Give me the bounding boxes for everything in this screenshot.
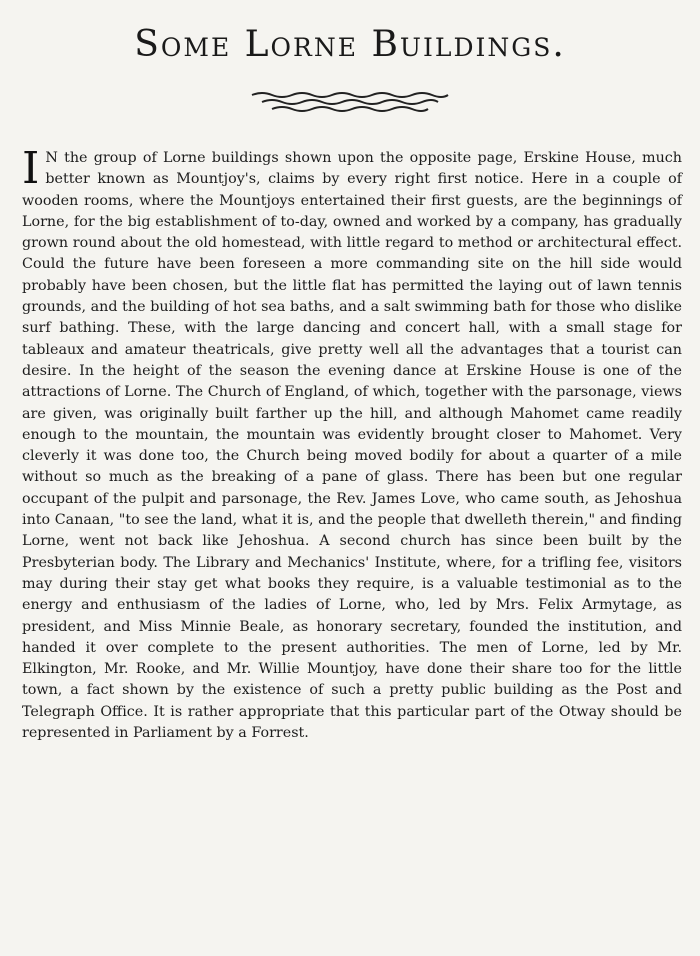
drop-cap: I — [22, 143, 40, 194]
page-title: Some Lorne Buildings. — [134, 24, 566, 65]
article-text: N the group of Lorne buildings shown upon the opposite page, Erskine House, much better known as Mountjoy's, claims by every right first notice. Here in a couple of wooden rooms, where the Mountjoys entertained their first guests, are the beginnings of Lorne, for the big establishment of to-day, owned and worked by a company, has gradually grown round about the old homestead, with little regard to method or architectural effect. Could the future have been foreseen a more commanding site on the hill side would probably have been chosen, but the little flat has permitted the laying out of lawn tennis grounds, and the building of hot sea baths, and a salt swimming bath for those who dislike surf bathing. These, with the large dancing and concert hall, with a small stage for tableaux and amateur theatricals, give pretty well all the advantages that a tourist can desire. In the height of the season the evening dance at Erskine House is one of the attractions of Lorne. The Church of England, of which, together with the parsonage, views are given, was originally built farther up the hill, and although Mahomet came readily enough to the mountain, the mountain was evidently brought closer to Mahomet. Very cleverly it was done too, the Church being moved bodily for about a quarter of a mile without so much as the breaking of a pane of glass. There has been but one regular occupant of the pulpit and parsonage, the Rev. James Love, who came south, as Jehoshua into Canaan, "to see the land, what it is, and the people that dwelleth therein," and finding Lorne, went not back like Jehoshua. A second church has since been built by the Presbyterian body. The Library and Mechanics' Institute, where, for a trifling fee, visitors may during their stay get what books they require, is a valuable testimonial as to the energy and enthusiasm of the ladies of Lorne, who, led by Mrs. Felix Armytage, as president, and Miss Minnie Beale, as honorary secretary, founded the institution, and handed it over complete to the present authorities. The men of Lorne, led by Mr. Elkington, Mr. Rooke, and Mr. Willie Mountjoy, have done their share too for the little town, a fact shown by the existence of such a pretty public building as the Post and Telegraph Office. It is rather appropriate that this particular part of the Otway should be represented in Parliament by a Forrest. — [22, 150, 682, 742]
wavy-line-ornament-icon — [250, 90, 450, 114]
article-body — [22, 143, 682, 744]
